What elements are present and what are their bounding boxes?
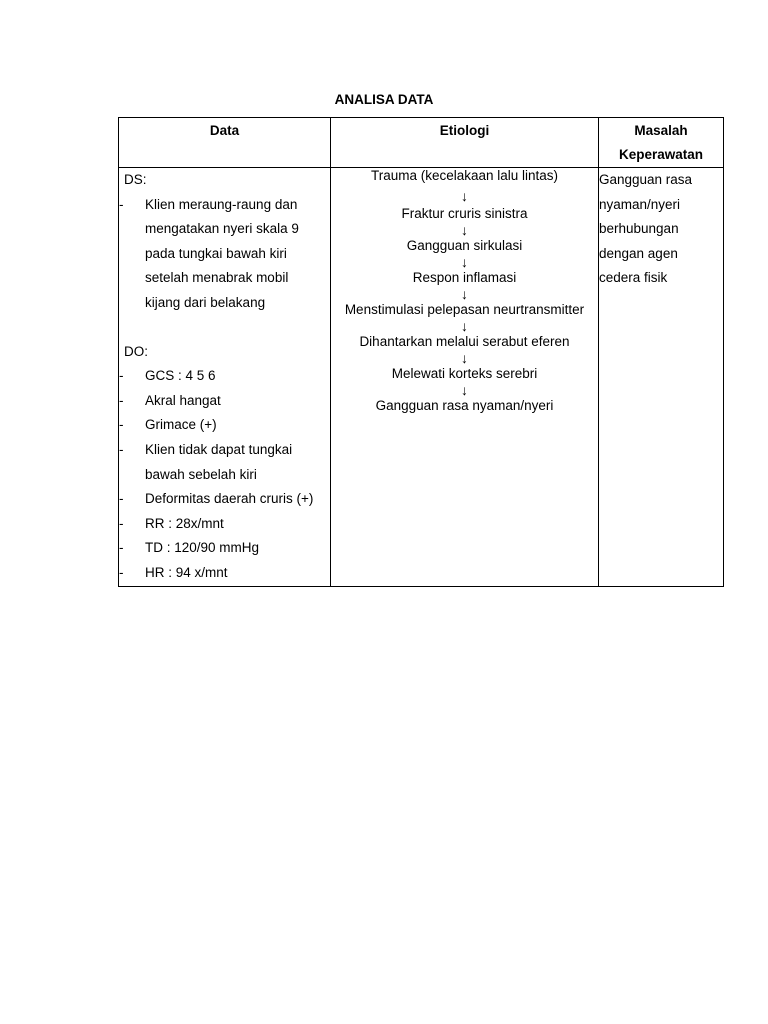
list-item (119, 536, 330, 561)
list-item (119, 512, 330, 537)
do-label: DO: (124, 343, 149, 359)
etiologi-step: Dihantarkan melalui serabut eferen (359, 334, 570, 349)
list-item-text: mengatakan nyeri skala 9 (145, 221, 299, 237)
bullet-dash: - (119, 417, 124, 433)
list-item-text: RR : 28x/mnt (145, 515, 224, 531)
bullet-dash: - (119, 196, 124, 212)
list-item (119, 413, 330, 438)
down-arrow-icon: ↓ (461, 286, 468, 302)
list-item-text: bawah sebelah kiri (145, 466, 257, 482)
down-arrow-icon: ↓ (461, 382, 468, 398)
etiologi-step: Gangguan sirkulasi (406, 238, 523, 253)
list-item-text: pada tungkai bawah kiri (145, 245, 287, 261)
list-item-text: Klien tidak dapat tungkai (145, 441, 293, 457)
down-arrow-icon: ↓ (461, 188, 468, 204)
header-masalah-line2: Keperawatan (618, 147, 704, 162)
list-item (119, 193, 330, 218)
down-arrow-icon: ↓ (461, 350, 468, 366)
bullet-dash (119, 291, 145, 316)
etiologi-step: Gangguan rasa nyaman/nyeri (375, 398, 554, 413)
etiologi-step: Menstimulasi pelepasan neurtransmitter (344, 302, 585, 317)
list-item (119, 561, 330, 586)
bullet-dash: - (119, 368, 124, 384)
analisa-data-table (118, 117, 724, 587)
bullet-dash: - (119, 392, 124, 408)
down-arrow-icon: ↓ (461, 222, 468, 238)
list-item (119, 266, 330, 291)
etiologi-step: Respon inflamasi (412, 270, 517, 285)
bullet-dash (119, 242, 145, 267)
masalah-line: dengan agen (599, 245, 678, 261)
list-item-text: HR : 94 x/mnt (145, 564, 228, 580)
list-item-text: kijang dari belakang (145, 294, 266, 310)
etiologi-step: Melewati korteks serebri (391, 366, 538, 381)
bullet-dash: - (119, 441, 124, 457)
masalah-cell (599, 168, 724, 587)
bullet-dash: - (119, 540, 124, 556)
etiologi-cell (331, 168, 599, 587)
etiologi-step: Fraktur cruris sinistra (401, 206, 528, 221)
list-item (119, 291, 330, 316)
masalah-line: cedera fisik (599, 270, 668, 286)
list-item-text: GCS : 4 5 6 (145, 368, 216, 384)
do-list (119, 364, 330, 585)
list-item (119, 487, 330, 512)
bullet-dash (119, 463, 145, 488)
list-item (119, 389, 330, 414)
list-item-text: Grimace (+) (145, 417, 217, 433)
page-title: ANALISA DATA (334, 92, 434, 107)
table-header-row (119, 118, 724, 168)
etiologi-step: Trauma (kecelakaan lalu lintas) (370, 168, 559, 183)
bullet-dash: - (119, 491, 124, 507)
list-item-text: setelah menabrak mobil (145, 270, 289, 286)
masalah-line: Gangguan rasa (599, 172, 693, 187)
ds-list (119, 193, 330, 316)
bullet-dash: - (119, 564, 124, 580)
header-masalah (599, 118, 724, 168)
bullet-dash (119, 217, 145, 242)
list-item-text: Klien meraung-raung dan (145, 196, 298, 212)
list-item-text: Akral hangat (145, 392, 221, 408)
masalah-line: berhubungan (599, 221, 679, 237)
list-item (119, 463, 330, 488)
bullet-dash: - (119, 515, 124, 531)
list-item (119, 242, 330, 267)
ds-label: DS: (124, 172, 147, 187)
list-item-text: TD : 120/90 mmHg (145, 540, 260, 556)
list-item (119, 438, 330, 463)
down-arrow-icon: ↓ (461, 318, 468, 334)
header-data: Data (119, 118, 331, 168)
list-item (119, 364, 330, 389)
header-masalah-line1: Masalah (634, 123, 688, 138)
masalah-line: nyaman/nyeri (599, 196, 681, 212)
header-etiologi: Etiologi (331, 118, 599, 168)
table-row (119, 168, 724, 587)
list-item-text: Deformitas daerah cruris (+) (145, 491, 314, 507)
list-item (119, 217, 330, 242)
bullet-dash (119, 266, 145, 291)
data-cell (119, 168, 331, 587)
down-arrow-icon: ↓ (461, 254, 468, 270)
